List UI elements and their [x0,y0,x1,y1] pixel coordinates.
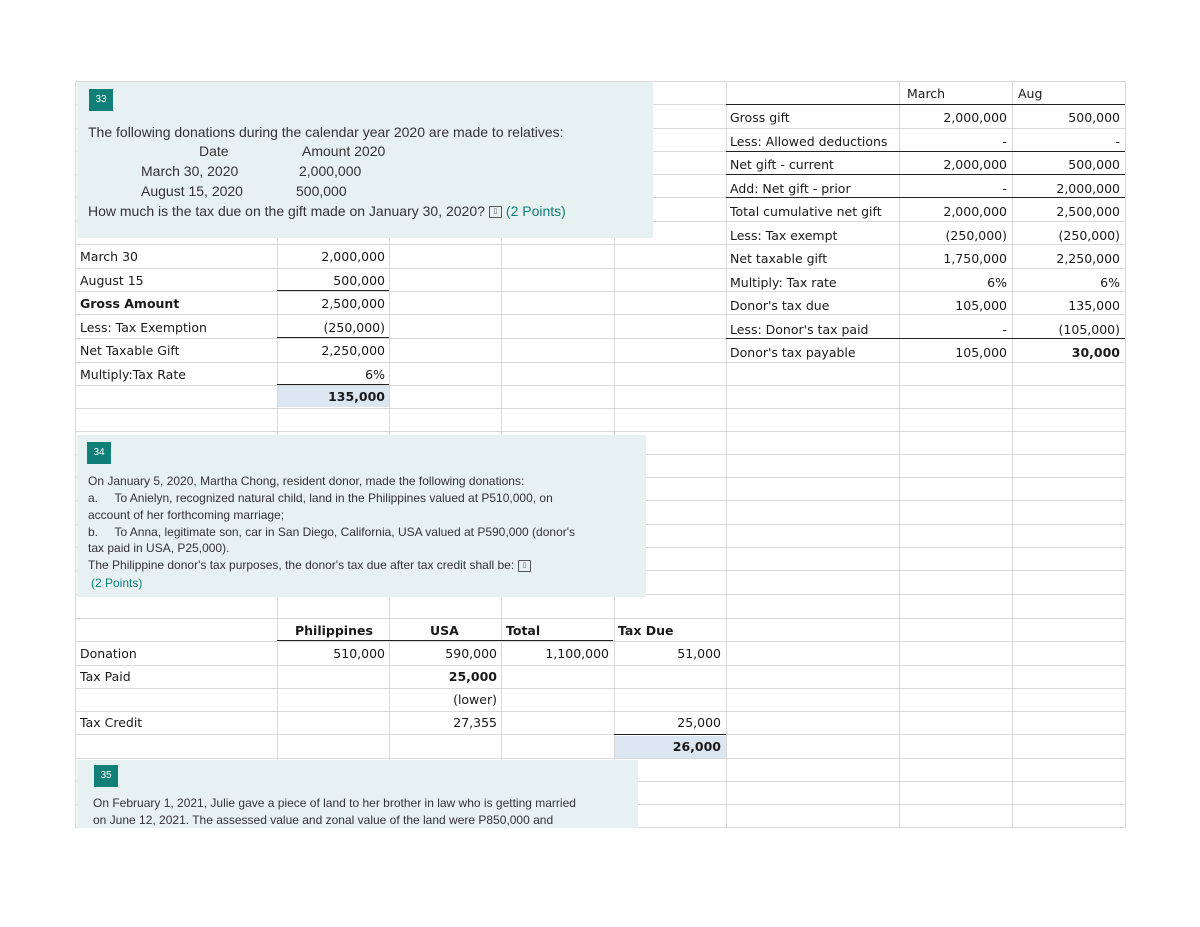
border-line [726,174,1125,175]
right-table-label-cell[interactable]: Donor's tax due [730,298,830,313]
credit-donation-usa[interactable]: 590,000 [445,646,497,661]
border-line [277,640,389,641]
grid-line [1125,81,1126,828]
question-text [88,203,566,219]
header-march[interactable]: March [907,86,946,101]
right-table-march-cell[interactable]: 105,000 [955,298,1007,313]
grid-line [75,665,1125,666]
grid-line [75,268,1125,269]
question-line-1: On January 5, 2020, Martha Chong, resident donor, made the following donations: [88,474,525,488]
right-table-march-cell[interactable]: (250,000) [945,228,1007,243]
right-table-label-cell[interactable]: Less: Donor's tax paid [730,322,869,337]
credit-lower-note[interactable]: (lower) [453,692,497,707]
question-34-card [77,435,646,597]
border-line [726,151,1125,152]
grid-line [75,688,1125,689]
right-table-aug-cell[interactable]: (250,000) [1058,228,1120,243]
right-table-label-cell[interactable]: Multiply: Tax rate [730,275,837,290]
grid-line [75,314,1125,315]
grid-line [75,641,1125,642]
right-table-aug-cell[interactable]: 2,250,000 [1056,251,1120,266]
left-table-label-cell[interactable]: August 15 [80,273,144,288]
question-line-2: a. To Anielyn, recognized natural child, land in the Philippines valued at P510,000, on [88,491,553,505]
grid-line [75,385,1125,386]
border-line [726,104,1125,105]
right-table-label-cell[interactable]: Less: Tax exempt [730,228,838,243]
credit-donation-ph[interactable]: 510,000 [333,646,385,661]
border-line [277,290,389,291]
right-table-label-cell[interactable]: Net taxable gift [730,251,828,266]
question-intro: The following donations during the calendar year 2020 are made to relatives: [88,124,564,140]
credit-header-total[interactable]: Total [506,623,541,638]
right-table-aug-cell[interactable]: 6% [1100,275,1120,290]
right-table-aug-cell[interactable]: 135,000 [1068,298,1120,313]
grid-line [75,408,1125,409]
right-table-march-cell[interactable]: - [1002,322,1007,337]
question-line-6-text: The Philippine donor's tax purposes, the donor's tax due after tax credit shall be: [88,558,515,572]
grid-line [726,81,727,828]
right-table-march-cell[interactable]: - [1002,134,1007,149]
question-line-2: on June 12, 2021. The assessed value and zonal value of the land were P850,000 and [93,813,554,827]
right-table-label-cell[interactable]: Net gift - current [730,157,834,172]
left-table-label-cell[interactable]: Net Taxable Gift [80,343,180,358]
grid-line [75,711,1125,712]
right-table-label-cell[interactable]: Donor's tax payable [730,345,856,360]
points-label: (2 Points) [91,576,143,590]
credit-header-taxdue[interactable]: Tax Due [618,623,674,638]
credit-donation-total[interactable]: 1,100,000 [545,646,609,661]
question-33-card [77,82,653,238]
donation-amount-1: 2,000,000 [299,163,362,179]
right-table-aug-cell[interactable]: 500,000 [1068,157,1120,172]
left-table-value-cell[interactable]: (250,000) [323,320,385,335]
left-table-label-cell[interactable]: Gross Amount [80,296,180,311]
right-table-march-cell[interactable]: 1,750,000 [943,251,1007,266]
credit-taxcredit-taxdue[interactable]: 25,000 [677,715,721,730]
right-table-aug-cell[interactable]: 500,000 [1068,110,1120,125]
left-table-value-cell[interactable]: 2,500,000 [321,296,385,311]
left-result[interactable]: 135,000 [328,389,385,404]
right-table-aug-cell[interactable]: 30,000 [1071,345,1120,360]
border-line [277,337,389,338]
grid-line [75,291,1125,292]
right-table-label-cell[interactable]: Add: Net gift - prior [730,181,851,196]
question-number-badge: 34 [87,442,111,464]
left-table-value-cell[interactable]: 2,000,000 [321,249,385,264]
grid-line [75,758,1125,759]
right-table-label-cell[interactable]: Total cumulative net gift [730,204,882,219]
question-line-4: b. To Anna, legitimate son, car in San Diego, California, USA valued at P590,000 (donor's [88,525,576,539]
left-table-label-cell[interactable]: March 30 [80,249,138,264]
question-line-6 [88,558,535,572]
immersive-reader-icon[interactable]: ▯ [518,560,531,572]
credit-taxpaid-usa[interactable]: 25,000 [448,669,497,684]
question-number-badge: 33 [89,89,113,111]
right-table-march-cell[interactable]: 6% [987,275,1007,290]
border-line [726,338,1125,339]
header-aug[interactable]: Aug [1018,86,1043,101]
border-line [614,734,726,735]
amount-column-header: Amount 2020 [302,143,386,159]
credit-donation-label[interactable]: Donation [80,646,137,661]
grid-line [75,81,76,828]
question-line-5: tax paid in USA, P25,000). [88,541,230,555]
right-table-march-cell[interactable]: 105,000 [955,345,1007,360]
credit-taxcredit-usa[interactable]: 27,355 [453,715,497,730]
border-line [501,640,613,641]
right-table-label-cell[interactable]: Less: Allowed deductions [730,134,888,149]
grid-line [75,431,1125,432]
right-table-aug-cell[interactable]: (105,000) [1058,322,1120,337]
date-column-header: Date [199,143,229,159]
credit-donation-taxdue[interactable]: 51,000 [677,646,721,661]
right-table-march-cell[interactable]: 2,000,000 [943,110,1007,125]
question-line-3: account of her forthcoming marriage; [88,508,285,522]
grid-line [75,734,1125,735]
credit-header-usa[interactable]: USA [430,623,459,638]
right-table-march-cell[interactable]: 2,000,000 [943,157,1007,172]
grid-line [75,244,1125,245]
left-table-value-cell[interactable]: 6% [365,367,385,382]
question-line-1: On February 1, 2021, Julie gave a piece of land to her brother in law who is getting married [93,796,576,810]
right-table-aug-cell[interactable]: 2,500,000 [1056,204,1120,219]
question-number-badge: 35 [94,765,118,787]
donation-amount-2: 500,000 [296,183,347,199]
credit-taxpaid-label[interactable]: Tax Paid [80,669,131,684]
question-text-body: How much is the tax due on the gift made on January 30, 2020? [88,203,485,219]
right-table-march-cell[interactable]: 2,000,000 [943,204,1007,219]
grid-line [75,618,1125,619]
right-table-march-cell[interactable]: - [1002,181,1007,196]
left-table-value-cell[interactable]: 2,250,000 [321,343,385,358]
border-line [389,640,501,641]
donation-date-1: March 30, 2020 [141,163,239,179]
points-label: (2 Points) [505,203,566,219]
grid-line [75,362,1125,363]
credit-result[interactable]: 26,000 [672,739,721,754]
right-table-label-cell[interactable]: Gross gift [730,110,790,125]
credit-taxcredit-label[interactable]: Tax Credit [80,715,143,730]
right-table-aug-cell[interactable]: - [1115,134,1120,149]
immersive-reader-icon[interactable]: ▯ [489,206,502,218]
question-35-card [77,760,638,828]
border-line [277,384,389,385]
credit-header-ph[interactable]: Philippines [295,623,373,638]
left-table-label-cell[interactable]: Less: Tax Exemption [80,320,207,335]
border-line [726,197,1125,198]
right-table-aug-cell[interactable]: 2,000,000 [1056,181,1120,196]
left-table-label-cell[interactable]: Multiply:Tax Rate [80,367,186,382]
left-table-value-cell[interactable]: 500,000 [333,273,385,288]
donation-date-2: August 15, 2020 [141,183,243,199]
